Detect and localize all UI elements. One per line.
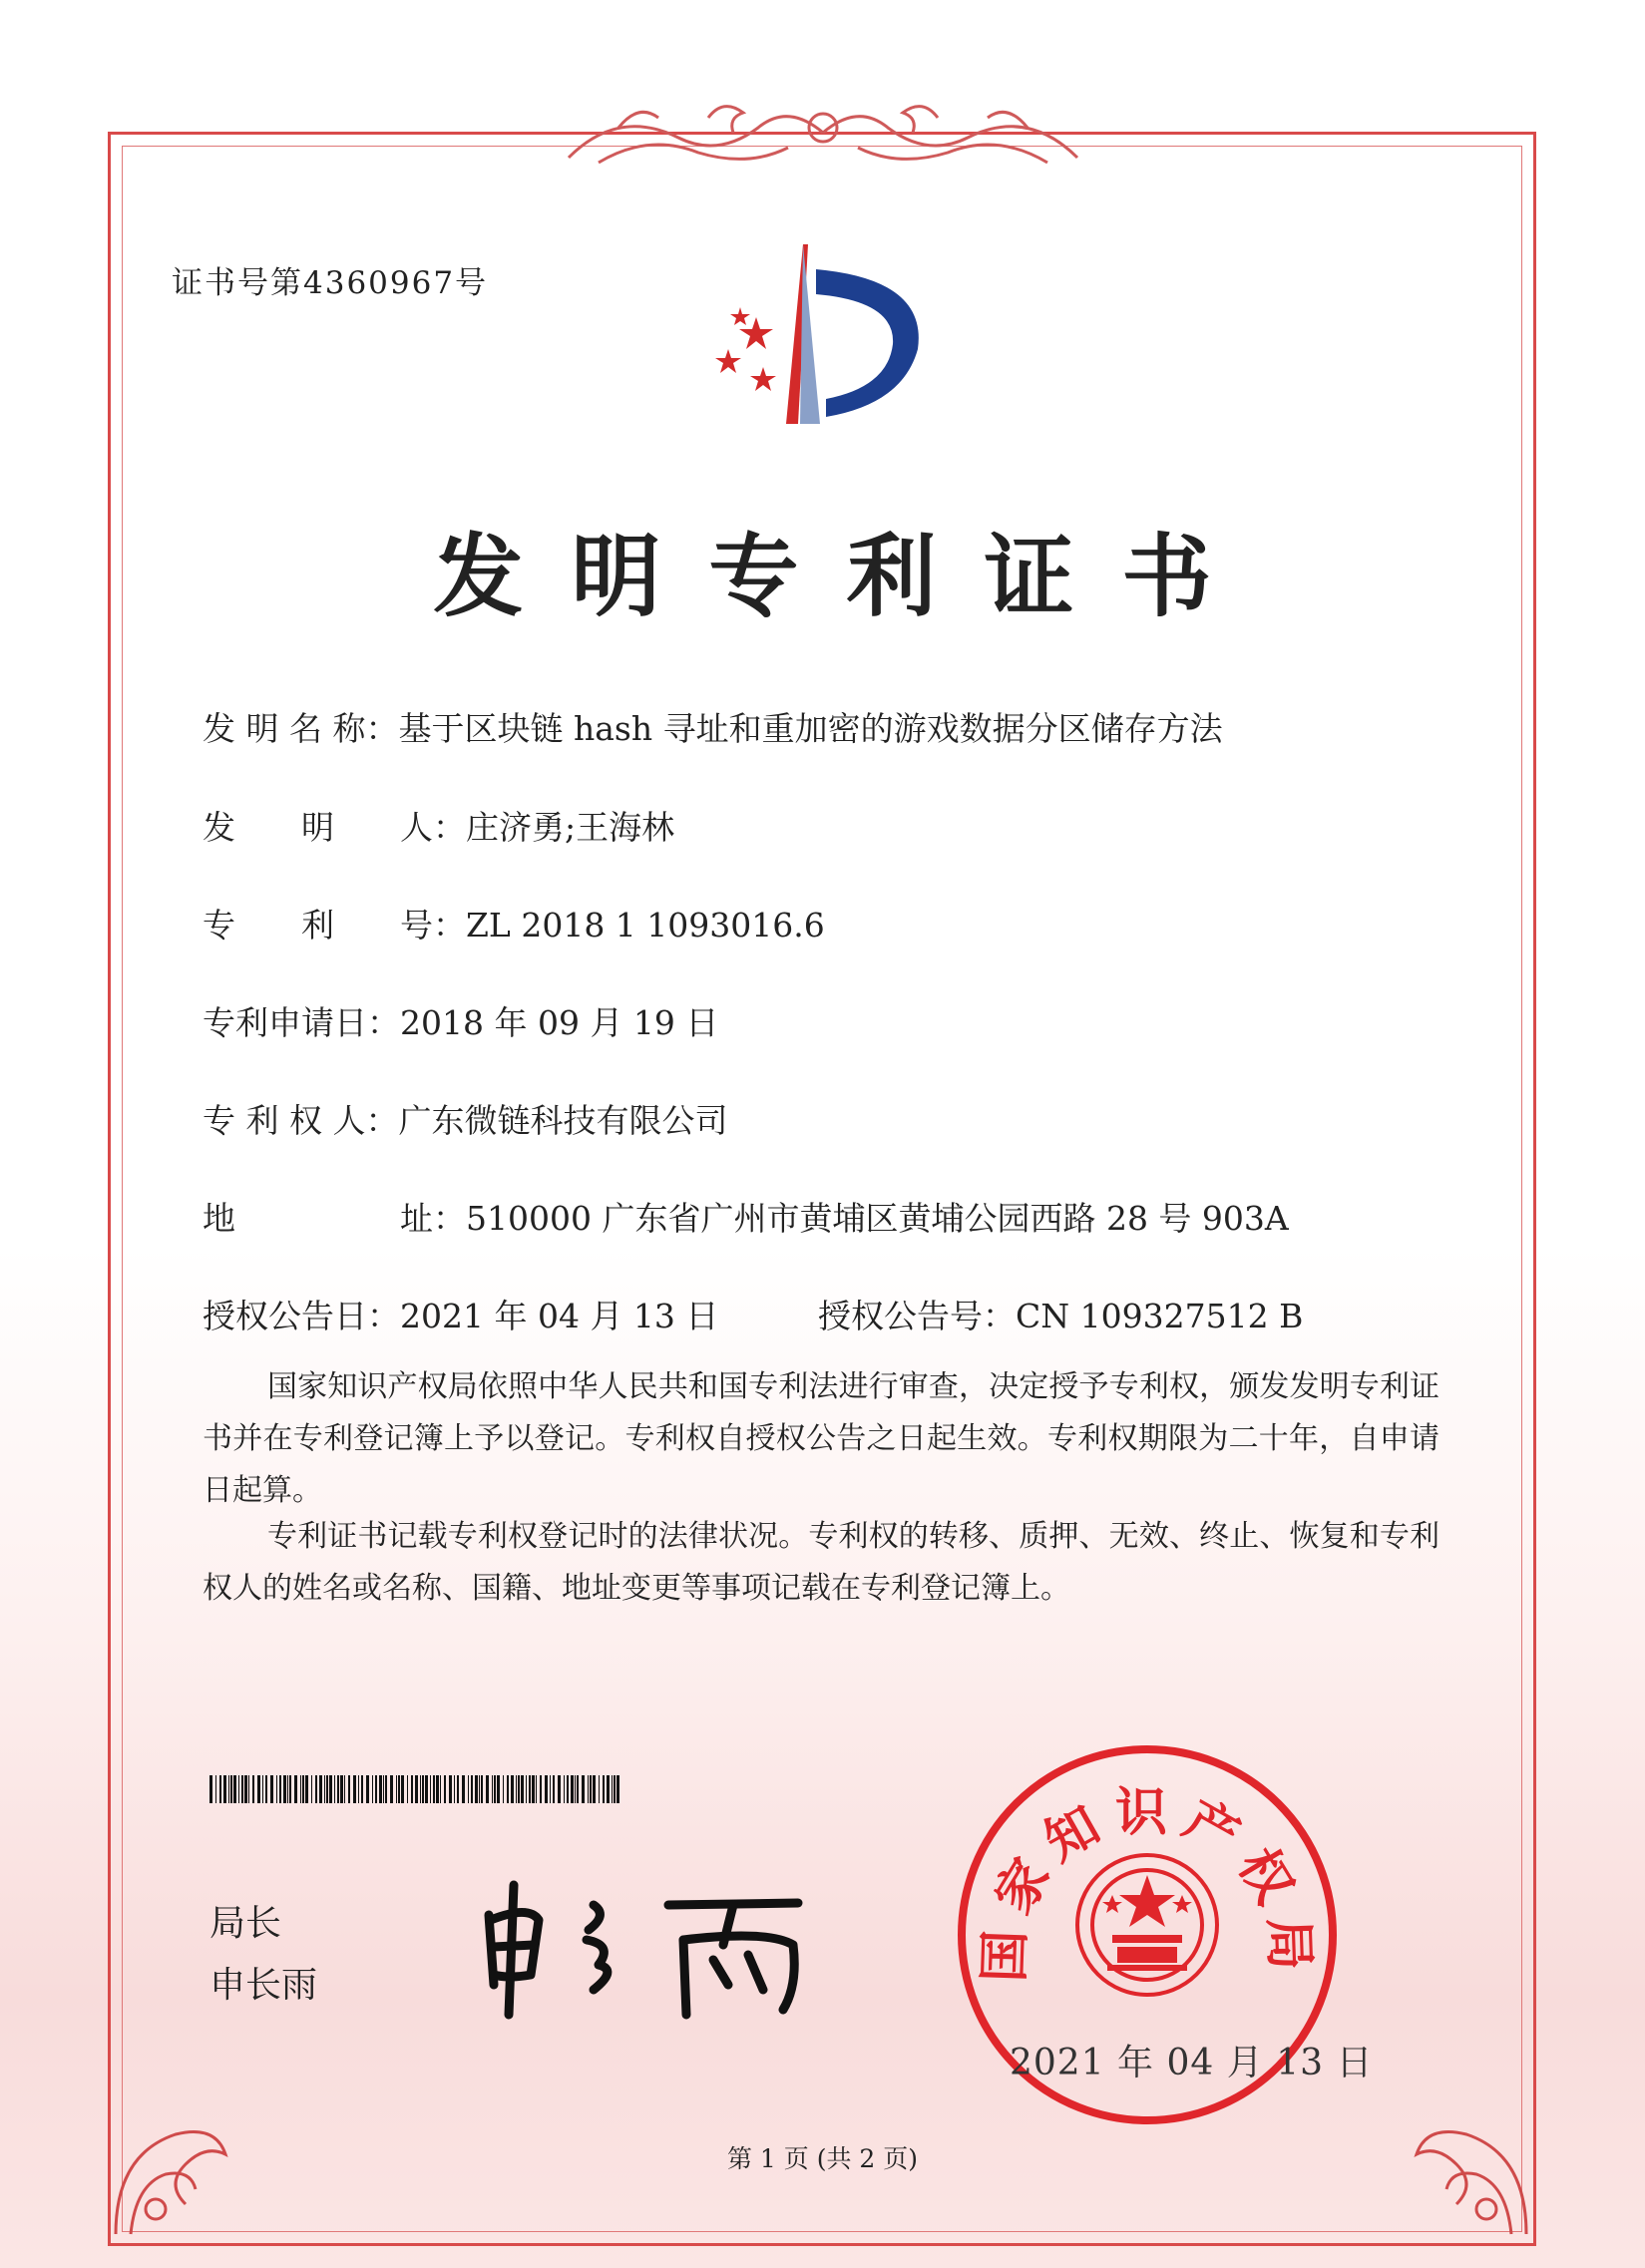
field-patentee: [203, 1095, 727, 1142]
field-label: 发 明 名 称：: [203, 709, 399, 748]
field-label: 地 址：: [203, 1199, 466, 1238]
field-label: 专 利 权 人：: [203, 1101, 399, 1140]
field-inventor: [203, 802, 674, 849]
notice-paragraph-1: 国家知识产权局依照中华人民共和国专利法进行审查，决定授予专利权，颁发发明专利证书并在专利登记簿上予以登记。专利权自授权公告之日起生效。专利权期限为二十年，自申请日起算。: [203, 1369, 1439, 1508]
director-title: 局长: [209, 1903, 282, 1944]
field-grant-date: [203, 1291, 718, 1337]
field-value: 庄济勇;王海林: [466, 808, 675, 847]
field-value: 广东微链科技有限公司: [398, 1101, 728, 1140]
field-patent-number: [203, 900, 825, 946]
director-signature: [469, 1875, 828, 2025]
field-label: 专 利 号：: [203, 906, 466, 945]
director-name: 申长雨: [209, 1965, 318, 2006]
seal-text: 国家知识产权局: [975, 1783, 1320, 1984]
top-ornament: [559, 88, 1087, 178]
barcode: [209, 1775, 624, 1803]
field-value: ZL 2018 1 1093016.6: [466, 906, 825, 945]
field-value: 基于区块链 hash 寻址和重加密的游戏数据分区储存方法: [398, 709, 1223, 748]
field-grant-number: [818, 1291, 1303, 1337]
field-label: 授权公告号：: [818, 1297, 1016, 1335]
field-label: 发 明 人：: [203, 808, 466, 847]
field-value: 2018 年 09 月 19 日: [400, 1003, 719, 1042]
cnipa-emblem-icon: [698, 239, 938, 439]
notice-paragraph-2: 专利证书记载专利权登记时的法律状况。专利权的转移、质押、无效、终止、恢复和专利权人的姓名或名称、国籍、地址变更等事项记载在专利登记簿上。: [203, 1519, 1439, 1606]
certificate-title: 发明专利证书: [433, 524, 1260, 629]
seal-date: 2021 年 04 月 13 日: [1010, 2043, 1374, 2083]
field-value: CN 109327512 B: [1016, 1297, 1304, 1335]
page-footer: 第 1 页 (共 2 页): [726, 2144, 919, 2173]
field-label: 授权公告日：: [203, 1297, 400, 1335]
field-value: 2021 年 04 月 13 日: [400, 1297, 719, 1335]
field-value: 510000 广东省广州市黄埔区黄埔公园西路 28 号 903A: [466, 1199, 1289, 1238]
certificate-number: 证书号第4360967号: [172, 265, 489, 301]
field-filing-date: [203, 997, 718, 1044]
field-label: 专利申请日：: [203, 1003, 400, 1042]
field-invention-name: [203, 703, 1223, 750]
field-address: [203, 1193, 1289, 1240]
